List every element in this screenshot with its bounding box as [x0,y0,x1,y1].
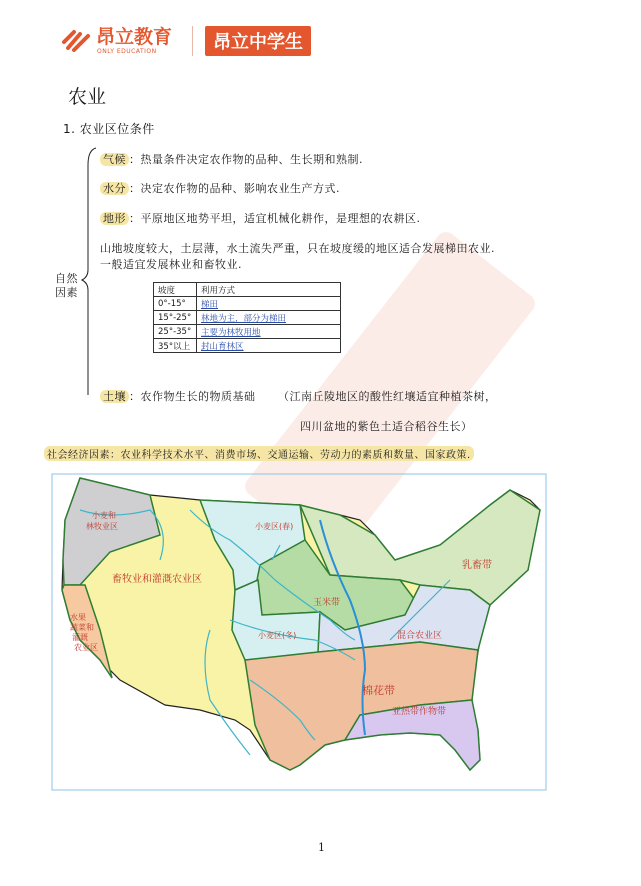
map-label-ca-1: 水果 [70,613,86,622]
brand-badge: 昂立中学生 [205,26,311,56]
map-label-subtropical: 亚热带作物带 [392,707,447,717]
map-label-ca-2: 蔬菜和 [70,623,94,632]
table-header: 利用方式 [197,283,341,297]
soil-note-2: 四川盆地的紫色土适合稻谷生长） [300,420,473,433]
soil-label: 土壤 [100,390,129,403]
map-label-winter-wheat: 小麦区(冬) [258,631,297,640]
map-label-west: 畜牧业和灌溉农业区 [112,574,202,585]
map-label-cotton: 棉花带 [362,684,395,697]
use-cell: 主要为林牧用地 [197,325,341,339]
logo-subtext: ONLY EDUCATION [97,48,157,55]
map-label-mixed: 混合农业区 [397,631,443,641]
natural-factors-label: 自然因素 [55,272,78,299]
map-label-ca-3: 灌溉 [72,633,88,642]
terrain-label: 地形 [100,212,129,225]
soil-text: ：农作物生长的物质基础 [129,390,256,403]
use-cell: 梯田 [197,297,341,311]
use-cell: 封山育林区 [197,339,341,353]
map-label-nw-2: 林牧业区 [86,522,118,531]
social-label: 社会经济因素 [47,450,110,461]
logo-text: 昂立教育 [96,26,173,48]
use-cell: 林地为主，部分为梯田 [197,311,341,325]
mountain-line-2: 一般适宜发展林业和畜牧业. [100,258,242,271]
map-label-spring-wheat: 小麦区(春) [255,522,294,531]
climate-text: ：热量条件决定农作物的品种、生长期和熟制. [129,153,363,166]
climate-label: 气候 [100,153,129,166]
slope-cell: 0°-15° [154,297,197,311]
map-label-ca-4: 农业区 [74,643,98,652]
water-label: 水分 [100,182,129,195]
slope-cell: 35°以上 [154,339,197,353]
map-label-corn: 玉米带 [313,598,341,608]
slope-cell: 25°-35° [154,325,197,339]
mountain-line-1: 山地坡度较大，土层薄，水土流失严重，只在坡度缓的地区适合发展梯田农业. [100,242,495,255]
section-heading: 1. 农业区位条件 [63,122,155,136]
page-title: 农业 [68,86,107,108]
social-text: ：农业科学技术水平、消费市场、交通运输、劳动力的素质和数量、国家政策. [110,450,471,461]
terrain-text: ：平原地区地势平坦，适宜机械化耕作，是理想的农耕区. [129,212,421,225]
table-header: 坡度 [154,283,197,297]
water-text: ：决定农作物的品种、影响农业生产方式. [129,182,340,195]
map-label-nw: 小麦和 [92,511,116,520]
map-label-dairy: 乳畜带 [462,560,492,571]
slope-cell: 15°-25° [154,311,197,325]
page-number: 1 [318,841,325,854]
soil-note-1: （江南丘陵地区的酸性红壤适宜种植茶树， [278,390,497,403]
